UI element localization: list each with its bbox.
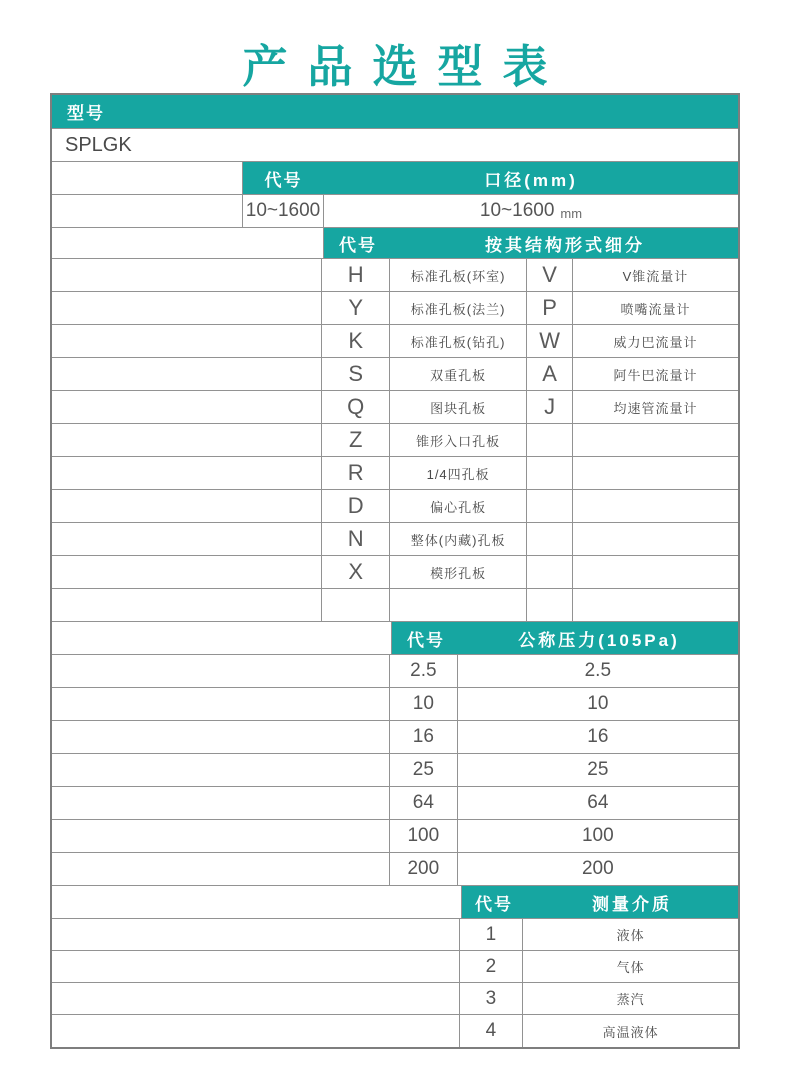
- medium-row: [52, 1015, 738, 1047]
- pressure-code: 25: [390, 754, 458, 786]
- structure-header-label: 按其结构形式细分: [485, 235, 645, 255]
- structure-code: S: [322, 358, 390, 390]
- medium-header-band: [462, 886, 738, 918]
- structure-desc: 1/4四孔板: [390, 457, 527, 489]
- structure-code: Y: [322, 292, 390, 324]
- pressure-spacer: [52, 787, 390, 819]
- structure-desc-2: [573, 523, 738, 555]
- structure-desc: 标准孔板(环室): [390, 259, 527, 291]
- pressure-value: 10: [587, 693, 609, 714]
- structure-code: R: [322, 457, 390, 489]
- structure-row: [52, 358, 738, 391]
- pressure-header-label: 公称压力(105Pa): [518, 630, 680, 650]
- structure-desc-2: [573, 457, 738, 489]
- pressure-value: 16: [587, 726, 609, 747]
- structure-spacer: [52, 391, 322, 423]
- pressure-header-band: [392, 622, 738, 654]
- pressure-code: 64: [390, 787, 458, 819]
- structure-desc: [390, 589, 527, 621]
- medium-header-row: [52, 886, 738, 919]
- structure-desc: 偏心孔板: [390, 490, 527, 522]
- structure-spacer: [52, 228, 324, 258]
- page-title: 产品选型表: [242, 41, 568, 92]
- structure-spacer: [52, 490, 322, 522]
- pressure-spacer: [52, 655, 390, 687]
- pressure-spacer: [52, 622, 392, 654]
- structure-desc: 模形孔板: [390, 556, 527, 588]
- pressure-row: [52, 721, 738, 754]
- structure-row: [52, 457, 738, 490]
- structure-code: Q: [322, 391, 390, 423]
- structure-code-2: J: [527, 391, 573, 423]
- structure-desc: 标准孔板(钻孔): [390, 325, 527, 357]
- structure-desc-2: [573, 589, 738, 621]
- pressure-row: [52, 787, 738, 820]
- structure-code: H: [322, 259, 390, 291]
- medium-spacer: [52, 886, 462, 918]
- structure-code: D: [322, 490, 390, 522]
- structure-spacer: [52, 292, 322, 324]
- structure-header-band: [324, 228, 738, 258]
- medium-row: [52, 919, 738, 951]
- medium-value: 蒸汽: [616, 992, 645, 1007]
- structure-desc-2: 威力巴流量计: [613, 334, 698, 350]
- pressure-row: [52, 853, 738, 886]
- structure-desc-2: [573, 424, 738, 456]
- medium-row: [52, 951, 738, 983]
- structure-row: [52, 589, 738, 622]
- bore-spacer: [52, 195, 243, 227]
- structure-row: [52, 391, 738, 424]
- structure-code-2: [527, 523, 573, 555]
- medium-code-header: 代号: [475, 894, 513, 914]
- structure-desc-2: 阿牛巴流量计: [613, 367, 698, 383]
- structure-desc-2: [573, 556, 738, 588]
- pressure-code: 16: [390, 721, 458, 753]
- structure-desc: 双重孔板: [390, 358, 527, 390]
- bore-spacer: [52, 162, 243, 194]
- bore-header-band: [243, 162, 738, 194]
- structure-row: [52, 490, 738, 523]
- structure-desc-2: V锥流量计: [622, 268, 689, 284]
- pressure-value: 200: [581, 858, 614, 879]
- structure-desc-2: 均速管流量计: [613, 400, 698, 416]
- structure-code-2: [527, 457, 573, 489]
- model-value-row: [52, 129, 738, 162]
- structure-code-header: 代号: [339, 235, 377, 255]
- pressure-row: [52, 655, 738, 688]
- pressure-row: [52, 754, 738, 787]
- bore-value-row: [52, 195, 738, 228]
- structure-row: [52, 292, 738, 325]
- pressure-spacer: [52, 721, 390, 753]
- bore-header-label: 口径(mm): [484, 170, 578, 190]
- pressure-value: 64: [587, 792, 609, 813]
- pressure-value: 25: [587, 759, 609, 780]
- structure-spacer: [52, 424, 322, 456]
- medium-code: 4: [460, 1015, 524, 1047]
- structure-row: [52, 556, 738, 589]
- model-value: SPLGK: [65, 133, 132, 156]
- medium-row: [52, 983, 738, 1015]
- pressure-row: [52, 820, 738, 853]
- structure-desc: 整体(内藏)孔板: [390, 523, 527, 555]
- pressure-code-header: 代号: [407, 630, 445, 650]
- pressure-header-row: [52, 622, 738, 655]
- structure-code-2: A: [527, 358, 573, 390]
- structure-spacer: [52, 358, 322, 390]
- model-header-row: [52, 95, 738, 129]
- structure-spacer: [52, 523, 322, 555]
- medium-value: 液体: [616, 928, 645, 943]
- structure-desc-2: [573, 490, 738, 522]
- structure-code-2: W: [527, 325, 573, 357]
- bore-code-header: 代号: [264, 170, 303, 190]
- bore-diameter-unit: mm: [560, 205, 583, 221]
- medium-spacer: [52, 919, 460, 950]
- medium-spacer: [52, 951, 460, 982]
- structure-code-2: [527, 424, 573, 456]
- medium-value: 高温液体: [602, 1024, 659, 1040]
- medium-value: 气体: [616, 960, 645, 975]
- medium-header-label: 测量介质: [592, 894, 672, 914]
- structure-code: X: [322, 556, 390, 588]
- structure-row: [52, 523, 738, 556]
- medium-spacer: [52, 1015, 460, 1047]
- pressure-code: 10: [390, 688, 458, 720]
- structure-desc: 锥形入口孔板: [390, 424, 527, 456]
- structure-row: [52, 259, 738, 292]
- pressure-code: 200: [390, 853, 458, 885]
- structure-row: [52, 325, 738, 358]
- bore-code-value: 10~1600: [243, 195, 324, 227]
- structure-code: [322, 589, 390, 621]
- pressure-spacer: [52, 820, 390, 852]
- pressure-value: 100: [581, 825, 614, 846]
- structure-spacer: [52, 325, 322, 357]
- medium-spacer: [52, 983, 460, 1014]
- structure-desc: 标准孔板(法兰): [390, 292, 527, 324]
- structure-row: [52, 424, 738, 457]
- medium-code: 3: [460, 983, 524, 1014]
- structure-code-2: V: [527, 259, 573, 291]
- pressure-row: [52, 688, 738, 721]
- pressure-code: 100: [390, 820, 458, 852]
- structure-code-2: [527, 556, 573, 588]
- bore-diameter-value: 10~1600: [479, 200, 555, 221]
- structure-code: N: [322, 523, 390, 555]
- bore-diameter-cell: [324, 195, 738, 227]
- product-selector-table: [50, 93, 740, 1049]
- bore-header-row: [52, 162, 738, 195]
- structure-spacer: [52, 589, 322, 621]
- pressure-value: 2.5: [584, 660, 612, 681]
- pressure-code: 2.5: [390, 655, 458, 687]
- pressure-spacer: [52, 853, 390, 885]
- medium-code: 2: [460, 951, 524, 982]
- structure-header-row: [52, 228, 738, 259]
- structure-code: K: [322, 325, 390, 357]
- structure-code-2: P: [527, 292, 573, 324]
- structure-spacer: [52, 556, 322, 588]
- structure-spacer: [52, 259, 322, 291]
- structure-desc-2: 喷嘴流量计: [620, 301, 691, 317]
- structure-code: Z: [322, 424, 390, 456]
- structure-desc: 图块孔板: [390, 391, 527, 423]
- structure-spacer: [52, 457, 322, 489]
- structure-code-2: [527, 490, 573, 522]
- pressure-spacer: [52, 754, 390, 786]
- medium-code: 1: [460, 919, 524, 950]
- pressure-spacer: [52, 688, 390, 720]
- structure-code-2: [527, 589, 573, 621]
- model-header-label: 型号: [67, 104, 105, 123]
